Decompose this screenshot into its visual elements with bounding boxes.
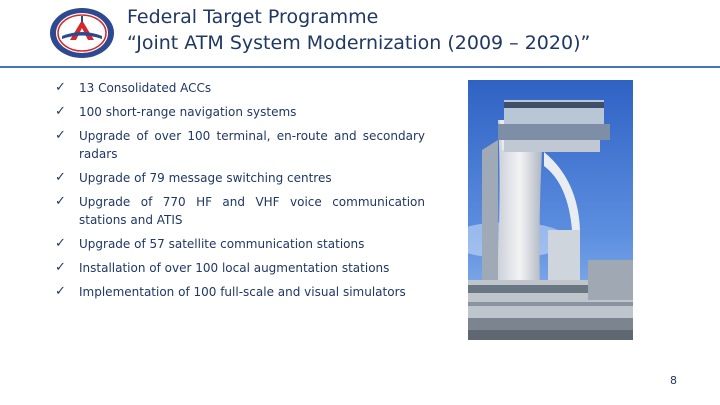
checkmark-icon: ✓ xyxy=(55,284,66,299)
bullet-text: Implementation of 100 full-scale and visual simulators xyxy=(79,285,406,299)
checkmark-icon: ✓ xyxy=(55,170,66,185)
checkmark-icon: ✓ xyxy=(55,194,66,209)
bullet-text: Installation of over 100 local augmentation stations xyxy=(79,261,390,275)
list-item xyxy=(55,79,425,97)
page-number: 8 xyxy=(670,374,677,387)
list-item xyxy=(55,283,425,301)
list-item xyxy=(55,235,425,253)
list-item xyxy=(55,127,425,163)
bullet-list xyxy=(55,79,425,307)
list-item xyxy=(55,259,425,277)
list-item xyxy=(55,169,425,187)
slide-title xyxy=(127,4,590,56)
control-tower-photo xyxy=(468,80,633,340)
title-line-1: Federal Target Programme xyxy=(127,6,379,28)
bullet-text: Upgrade of 770 HF and VHF voice communication stations and ATIS xyxy=(79,195,425,227)
header-divider xyxy=(0,66,720,68)
checkmark-icon: ✓ xyxy=(55,128,66,143)
checkmark-icon: ✓ xyxy=(55,236,66,251)
checkmark-icon: ✓ xyxy=(55,260,66,275)
list-item xyxy=(55,193,425,229)
organization-logo xyxy=(48,6,116,60)
list-item xyxy=(55,103,425,121)
bullet-text: Upgrade of 57 satellite communication stations xyxy=(79,237,365,251)
bullet-text: 13 Consolidated ACCs xyxy=(79,81,212,95)
title-line-2: “Joint ATM System Modernization (2009 – 2020)” xyxy=(127,32,591,54)
bullet-text: 100 short-range navigation systems xyxy=(79,105,297,119)
bullet-text: Upgrade of 79 message switching centres xyxy=(79,171,332,185)
checkmark-icon: ✓ xyxy=(55,80,66,95)
bullet-text: Upgrade of over 100 terminal, en-route and secondary radars xyxy=(79,129,425,161)
checkmark-icon: ✓ xyxy=(55,104,66,119)
